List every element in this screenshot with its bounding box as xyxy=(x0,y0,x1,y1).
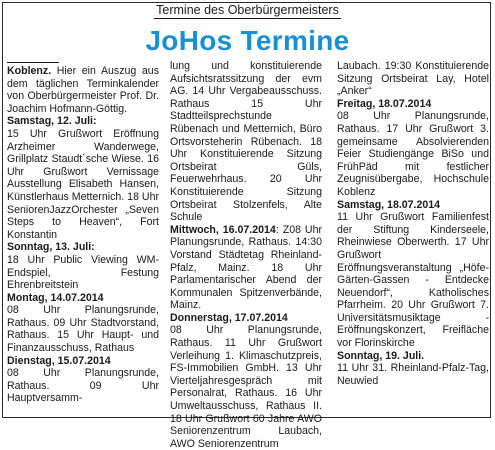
dateline: Koblenz. xyxy=(7,65,52,77)
kicker xyxy=(0,3,495,18)
headline: JoHos Termine xyxy=(145,25,350,56)
column-2 xyxy=(170,60,322,450)
day-entries: Laubach. 19:30 Konstituierende Sitzung Ortsbeirat Lay, Hotel „Anker“ xyxy=(337,60,489,98)
day-entries-mixed xyxy=(170,224,322,312)
column-1 xyxy=(7,62,159,405)
day-entries: lung und konstituierende Aufsichtsratssitzung der evm AG. 14 Uhr Vergabeausschuss. Rathaus 15 Uhr Stadtteilsprechstunde Rübenach und Metternich, Büro Ortsvorsteherin Rübenach. 18 Uhr Konstituierende Sitzung Ortsbeirat Güls, Feuerwehrhaus. 20 Uhr Konstituierende Sitzung Ortsbeirat Stolzenfels, Alte Schule xyxy=(170,60,322,224)
day-heading: Samstag, 12. Juli: xyxy=(7,115,97,128)
day-entries: 11 Uhr 31. Rheinland-Pfalz-Tag, Neuwied xyxy=(337,362,489,387)
day-heading: Mittwoch, 16.07.2014 xyxy=(170,223,276,236)
day-entries: 08 Uhr Planungsrunde, Rathaus. 17 Uhr Grußwort 3. gemeinsame Absolvierenden Feier Studiengänge BiSo und FrühPäd mit festlicher Zeugnisübergabe, Hochschule Koblenz xyxy=(337,110,489,198)
day-heading: Donnerstag, 17.07.2014 xyxy=(170,311,288,324)
kicker-text: Termine des Oberbürgermeisters xyxy=(156,3,339,17)
day-heading: Freitag, 18.07.2014 xyxy=(337,97,432,110)
day-entries: 08 Uhr Planungsrunde, Rathaus. 09 Uhr Stadtvorstand, Rathaus. 15 Uhr Haupt- und Finanzausschuss, Rathaus xyxy=(7,304,159,355)
day-heading: Sonntag, 13. Juli: xyxy=(7,241,95,254)
day-heading: Montag, 14.07.2014 xyxy=(7,291,104,304)
column-3 xyxy=(337,60,489,387)
intro-rule xyxy=(7,62,59,63)
day-entries-text: : Z08 Uhr Planungsrunde, Rathaus. 14:30 Vorstand Städtetag Rheinland-Pfalz, Mainz. 18 Uhr Parlamentarischer Abend der Kommunalen Spitzenverbände, Mainz. xyxy=(170,223,323,312)
day-heading: Dienstag, 15.07.2014 xyxy=(7,354,111,367)
intro-text: Hier ein Auszug aus dem täglichen Terminkalender von Oberbürgermeister Prof. Dr. Joachim Hofmann-Göttig. xyxy=(7,65,159,115)
day-entries: 08 Uhr Planungsrunde, Rathaus. 09 Uhr Hauptversamm- xyxy=(7,367,159,405)
day-heading: Samstag, 18.07.2014 xyxy=(337,198,441,211)
day-entries: 15 Uhr Grußwort Eröffnung Arzheimer Wanderwege, Grillplatz Staudt´sche Wiese. 16 Uhr Grußwort Vernissage Ausstellung Elisabeth Hansen, Künstlerhaus Metternich. 18 Uhr SeniorenJazzOrchester „Seven Steps to Heaven“, Fort Konstantin xyxy=(7,127,159,241)
day-heading: Sonntag, 19. Juli. xyxy=(337,349,425,362)
day-entries: 18 Uhr Public Viewing WM-Endspiel, Festung Ehrenbreitstein xyxy=(7,253,159,292)
day-entries: 08 Uhr Planungsrunde, Rathaus. 11 Uhr Grußwort Verleihung 1. Klimaschutzpreis, FS-Immobilien GmbH. 13 Uhr Vierteljahresgespräch mit Personalrat, Rathaus. 16 Uhr Umweltausschuss, Rathaus II. 18 Uhr Grußwort 60 Jahre AWO Seniorenzentrum Laubach, AWO Seniorenzentrum xyxy=(170,324,322,450)
day-entries: 11 Uhr Grußwort Familienfest der Stiftung Kinderseele, Rheinwiese Oberwerth. 17 Uhr Grußwort Eröffnungsveranstaltung „Höfe-Gärten-Gassen - Entdecke Neuendorf“, Katholisches Pfarrheim. 20 Uhr Grußwort 7. Universitätsmusiktage - Eröffnungskonzert, Freifläche vor Florinskirche xyxy=(337,211,489,350)
intro-paragraph xyxy=(7,65,159,115)
